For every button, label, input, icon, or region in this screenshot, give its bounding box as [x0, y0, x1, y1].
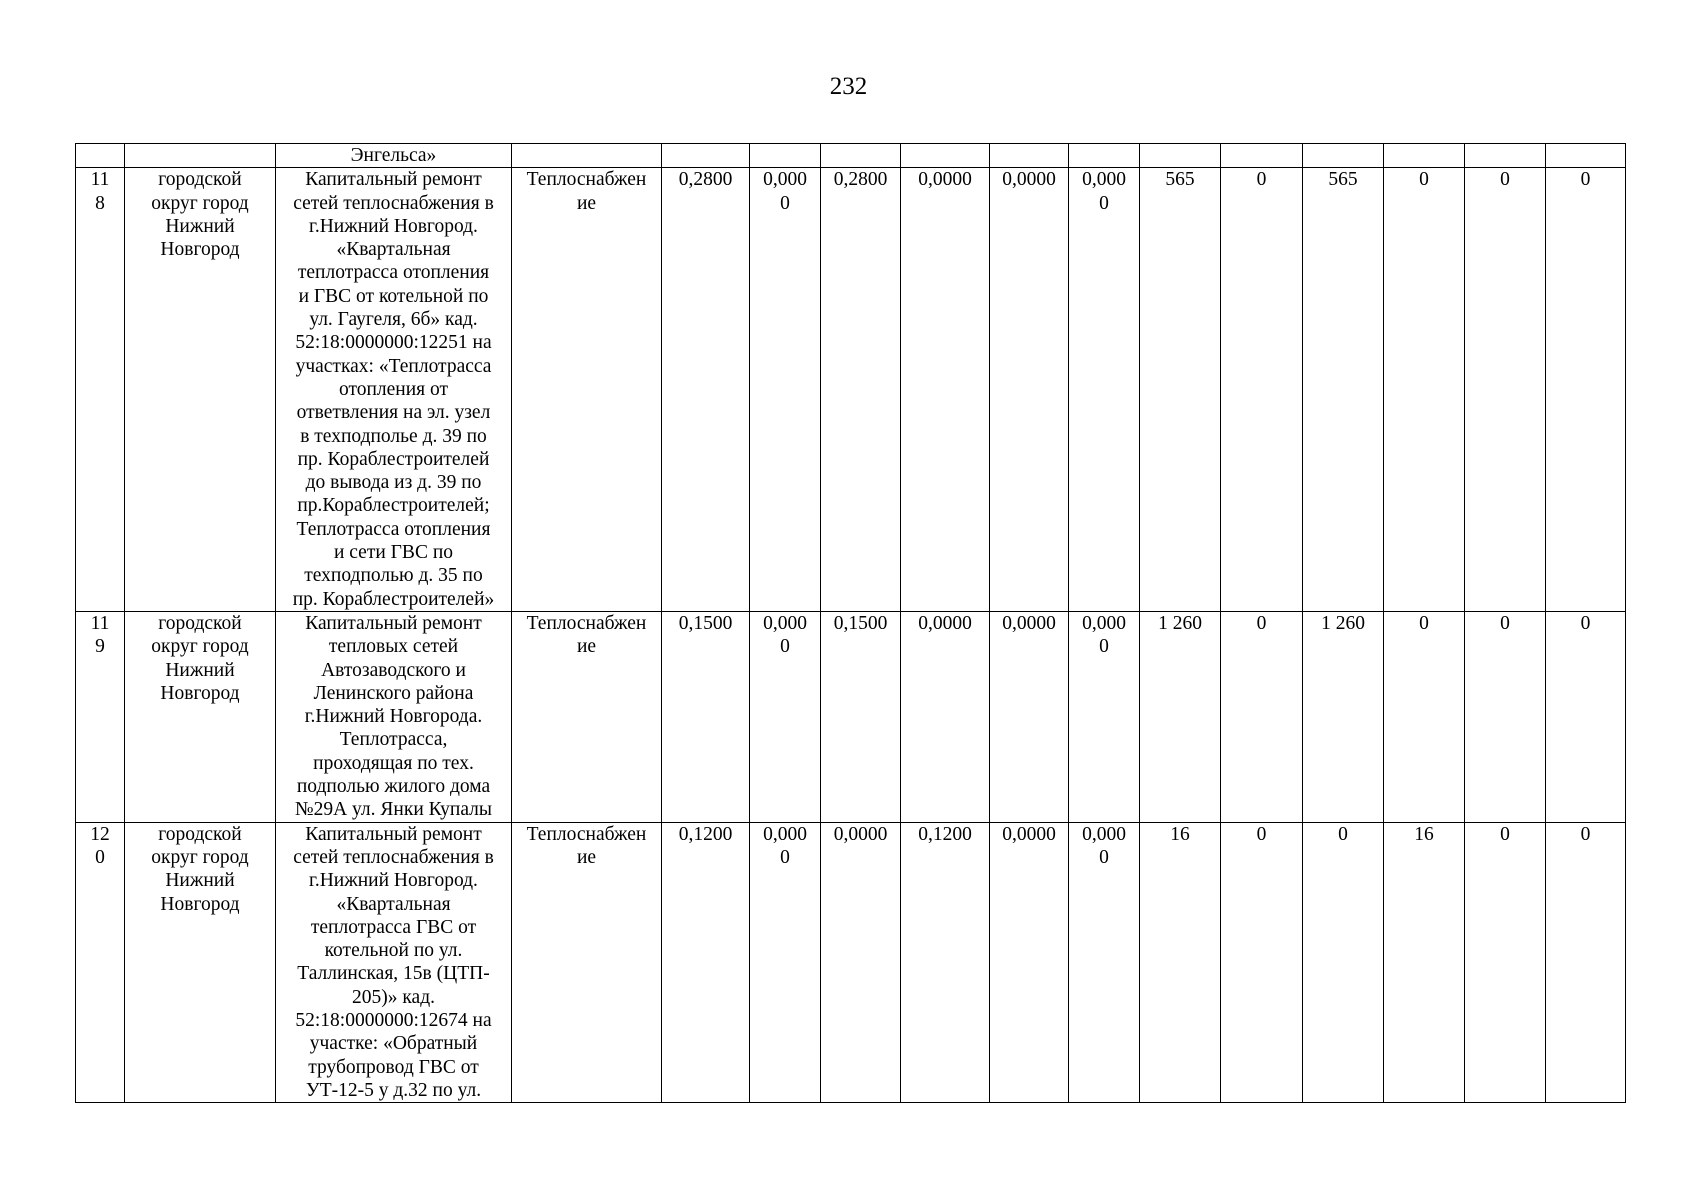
cell-municipality: городской округ город Нижний Новгород [125, 168, 276, 612]
cell-value: 16 [1384, 822, 1465, 1103]
cell-municipality [125, 144, 276, 168]
cell-value: 0,1500 [662, 611, 750, 822]
cell-value: 0,0000 [901, 611, 990, 822]
cell-value: 1 260 [1140, 611, 1221, 822]
cell-value: 0 [1303, 822, 1384, 1103]
table-row [76, 611, 1626, 822]
cell-object: Капитальный ремонт сетей теплоснабжения в г.Нижний Новгород. «Квартальная теплотрасса ГВС от котельной по ул. Таллинская, 15в (ЦТП- 205)» кад. 52:18:0000000:12674 на участке: «Обратный трубопровод ГВС от УТ-12-5 у д.32 по ул. [276, 822, 512, 1103]
cell-value: 1 260 [1303, 611, 1384, 822]
page-number: 232 [829, 73, 868, 100]
cell-value: 0,0000 [990, 822, 1069, 1103]
cell-value: 0 [1221, 611, 1303, 822]
cell-value: 0,000 0 [750, 822, 821, 1103]
cell-value: 0,000 0 [1069, 822, 1140, 1103]
table-row [76, 168, 1626, 612]
table-row-continuation [76, 144, 1626, 168]
cell-value: 0 [1384, 611, 1465, 822]
cell-value: 565 [1140, 168, 1221, 612]
cell-value: 0,2800 [662, 168, 750, 612]
cell-value: 0 [1221, 822, 1303, 1103]
cell-value: 0 [1546, 611, 1626, 822]
cell-object: Энгельса» [276, 144, 512, 168]
cell-value: 0 [1465, 822, 1546, 1103]
cell-type: Теплоснабжен ие [512, 168, 662, 612]
cell-type [512, 144, 662, 168]
cell-value: 0,0000 [821, 822, 901, 1103]
cell-num: 12 0 [76, 822, 125, 1103]
cell-value: 0,0000 [901, 168, 990, 612]
cell-value: 0,000 0 [750, 611, 821, 822]
cell-value: 0,1500 [821, 611, 901, 822]
table-row [76, 822, 1626, 1103]
cell-value: 0 [1384, 168, 1465, 612]
cell-type: Теплоснабжен ие [512, 611, 662, 822]
cell-value: 0,2800 [821, 168, 901, 612]
cell-object: Капитальный ремонт тепловых сетей Автозаводского и Ленинского района г.Нижний Новгорода. Теплотрасса, проходящая по тех. подполью жилого дома №29А ул. Янки Купалы [276, 611, 512, 822]
cell-value: 0,0000 [990, 168, 1069, 612]
cell-value: 0 [1465, 611, 1546, 822]
cell-value: 0,000 0 [750, 168, 821, 612]
cell-value: 0 [1546, 822, 1626, 1103]
cell-municipality: городской округ город Нижний Новгород [125, 611, 276, 822]
cell-value: 0,1200 [901, 822, 990, 1103]
cell-object: Капитальный ремонт сетей теплоснабжения в г.Нижний Новгород. «Квартальная теплотрасса отопления и ГВС от котельной по ул. Гаугеля, 6б» кад. 52:18:0000000:12251 на участках: «Теплотрасса отопления от ответвления на эл. узел в техподполье д. 39 по пр. Кораблестроителей до вывода из д. 39 по пр.Кораблестроителей; Теплотрасса отопления и сети ГВС по техподполью д. 35 по пр. Кораблестроителей» [276, 168, 512, 612]
cell-value: 0 [1465, 168, 1546, 612]
cell-municipality: городской округ город Нижний Новгород [125, 822, 276, 1103]
cell-value: 0,1200 [662, 822, 750, 1103]
cell-num: 11 8 [76, 168, 125, 612]
cell-type: Теплоснабжен ие [512, 822, 662, 1103]
cell-value: 16 [1140, 822, 1221, 1103]
cell-value: 0,000 0 [1069, 168, 1140, 612]
cell-value: 0,000 0 [1069, 611, 1140, 822]
cell-value: 0 [1221, 168, 1303, 612]
data-table [75, 143, 1626, 1103]
cell-value: 0 [1546, 168, 1626, 612]
cell-value: 0,0000 [990, 611, 1069, 822]
cell-value: 565 [1303, 168, 1384, 612]
cell-num [76, 144, 125, 168]
cell-num: 11 9 [76, 611, 125, 822]
